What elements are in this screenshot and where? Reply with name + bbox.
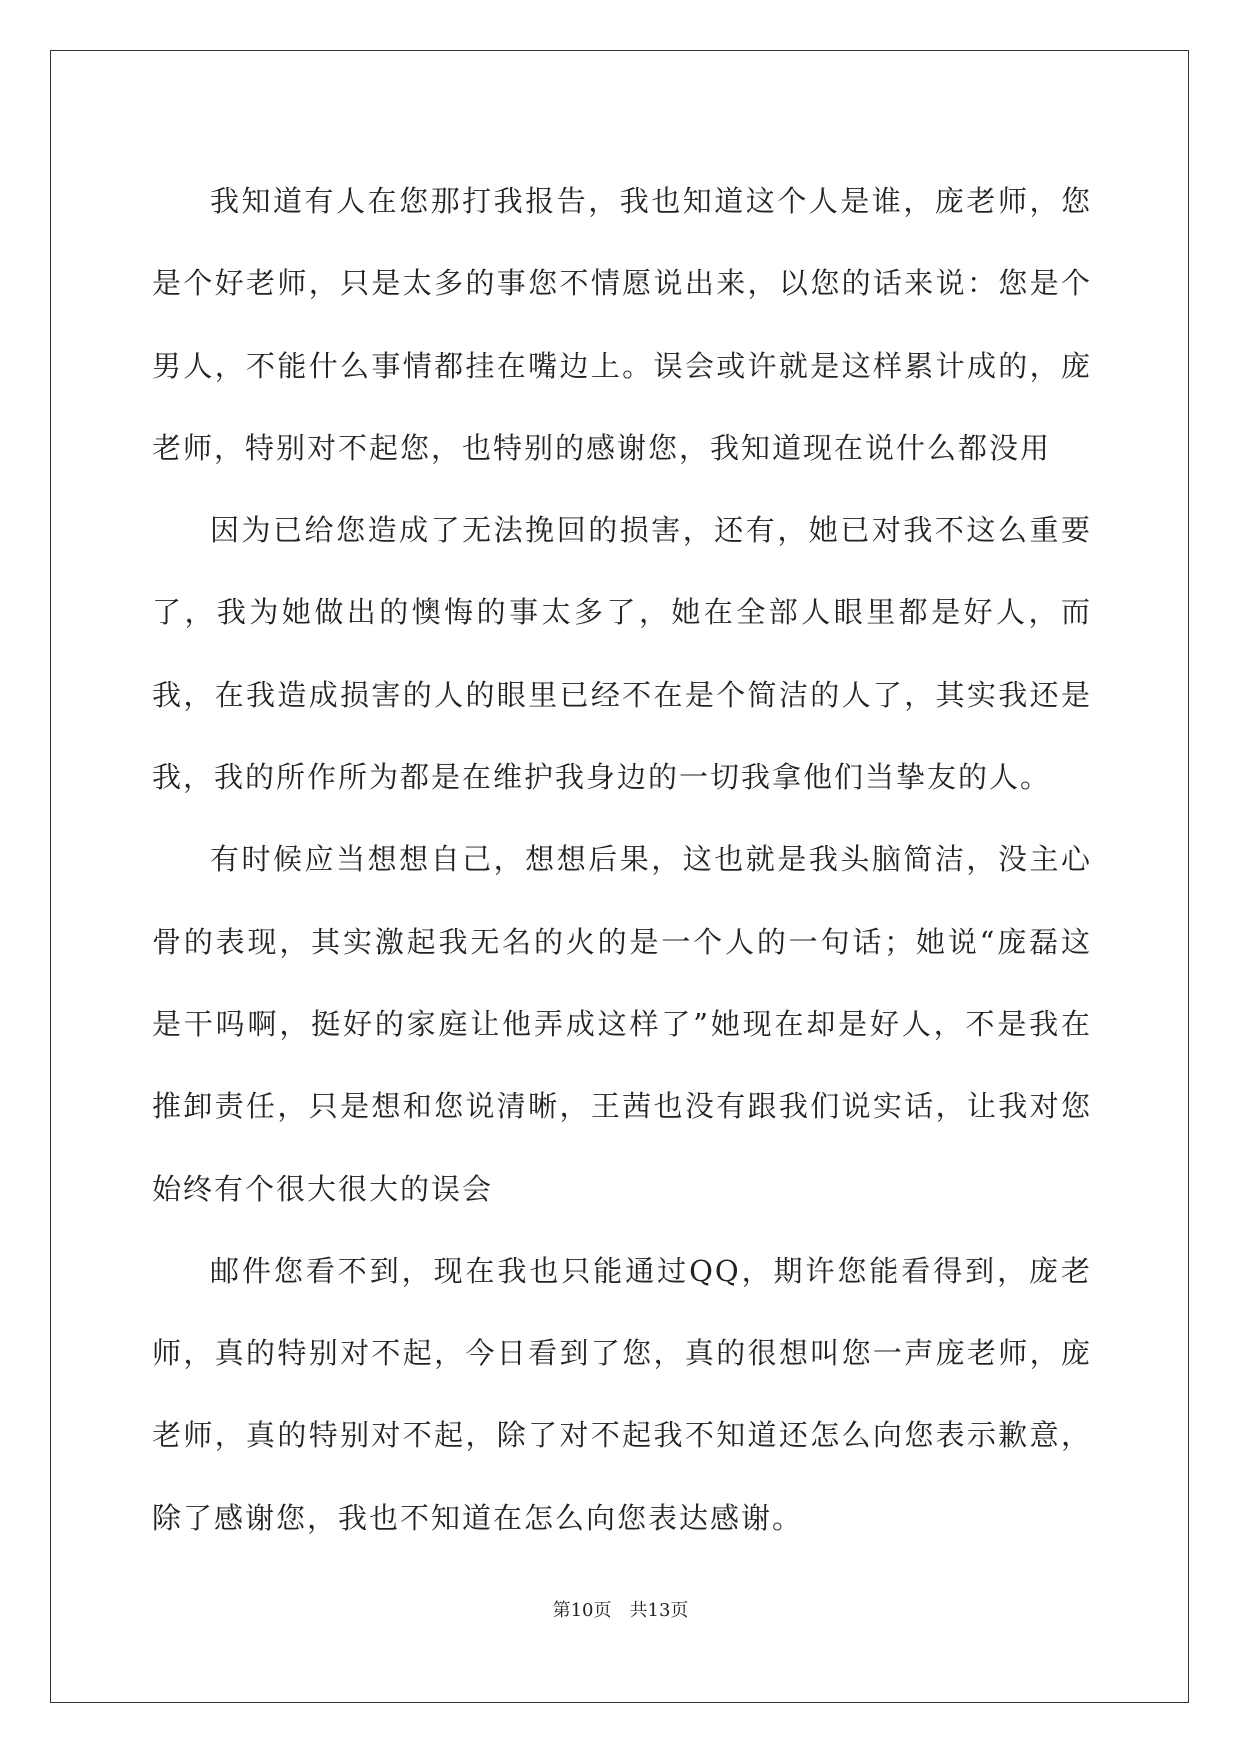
page-number: 第10页	[552, 1600, 612, 1621]
document-body	[152, 160, 1092, 1559]
page-total: 共13页	[629, 1600, 689, 1621]
page-footer	[0, 1596, 1241, 1622]
paragraph: 有时候应当想想自己，想想后果，这也就是我头脑简洁，没主心骨的表现，其实激起我无名的火的是一个人的一句话；她说“庞磊这是干吗啊，挺好的家庭让他弄成这样了”她现在却是好人，不是我在推卸责任，只是想和您说清晰，王茜也没有跟我们说实话，让我对您始终有个很大很大的误会	[152, 842, 1092, 1206]
paragraph: 我知道有人在您那打我报告，我也知道这个人是谁，庞老师，您是个好老师，只是太多的事您不情愿说出来，以您的话来说：您是个男人，不能什么事情都挂在嘴边上。误会或许就是这样累计成的，庞老师，特别对不起您，也特别的感谢您，我知道现在说什么都没用	[152, 184, 1092, 465]
paragraph: 邮件您看不到，现在我也只能通过QQ，期许您能看得到，庞老师，真的特别对不起，今日看到了您，真的很想叫您一声庞老师，庞老师，真的特别对不起，除了对不起我不知道还怎么向您表示歉意，除了感谢您，我也不知道在怎么向您表达感谢。	[152, 1253, 1092, 1535]
paragraph: 因为已给您造成了无法挽回的损害，还有，她已对我不这么重要了，我为她做出的懊悔的事太多了，她在全部人眼里都是好人，而我，在我造成损害的人的眼里已经不在是个简洁的人了，其实我还是我，我的所作所为都是在维护我身边的一切我拿他们当挚友的人。	[152, 513, 1092, 795]
